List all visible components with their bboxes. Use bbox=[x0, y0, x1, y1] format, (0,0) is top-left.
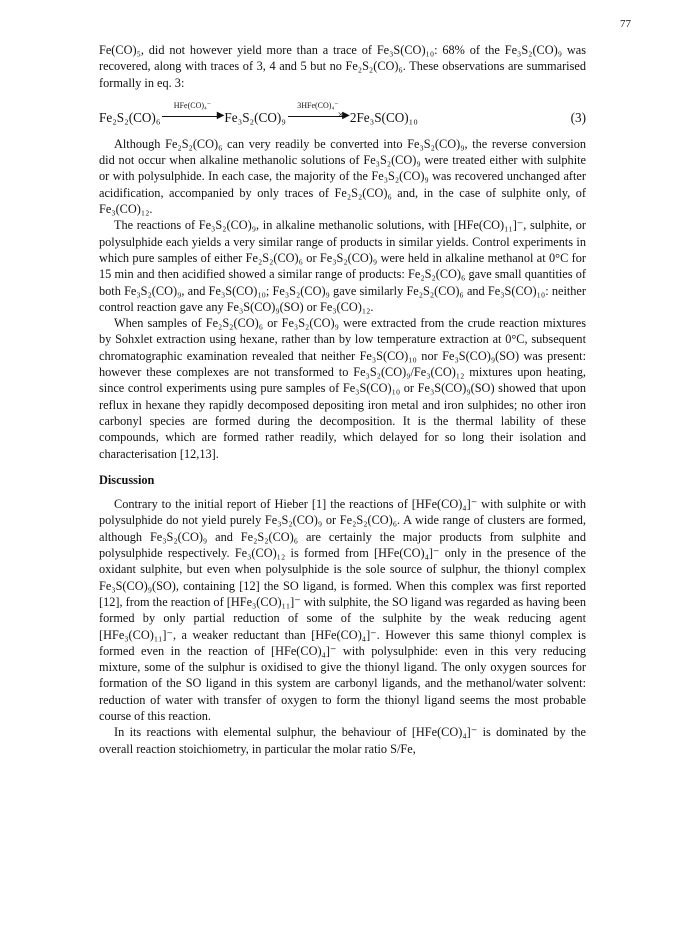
paragraph-1: Fe(CO)₅, did not however yield more than a trace of Fe₃S(CO)₁₀: 68% of the Fe₃S₂(CO)₉ was recovered, along with traces of 3, 4 and 5 but no Fe₂S₂(CO)₆. These observations are summarised formally in eq. 3: bbox=[99, 43, 586, 90]
equation-number: (3) bbox=[570, 109, 586, 125]
equation-intermediate: Fe₃S₂(CO)₉ bbox=[224, 109, 286, 125]
paragraph-3: The reactions of Fe₃S₂(CO)₉, in alkaline methanolic solutions, with [HFe(CO)₁₁]⁻, sulphite, or polysulphide each yields a very similar range of products in similar yields. Control experiments in which pure samples of either Fe₂S₂(CO)₆ or Fe₃S₂(CO)₉ were held in alkaline methanol at 0°C for 15 min and then acidified showed a similar range of products: Fe₂S₂(CO)₆ gave small quantities of both Fe₃S₂(CO)₉, and Fe₃S(CO)₁₀; Fe₃S₂(CO)₉ gave similarly Fe₂S₂(CO)₆ and Fe₃S(CO)₁₀: neither control reaction gave any Fe₃S(CO)₉(SO) or Fe₃(CO)₁₂. bbox=[99, 218, 586, 314]
arrowhead-icon: ▶ bbox=[216, 109, 225, 121]
cross-mark-icon: × bbox=[337, 108, 344, 121]
paragraph-2: Although Fe₂S₂(CO)₆ can very readily be converted into Fe₃S₂(CO)₉, the reverse conversion did not occur when alkaline methanolic solutions of Fe₃S₂(CO)₉ were treated either with sulphite or with polysulphide. In each case, the majority of the Fe₃S₂(CO)₉ was recovered unchanged after acidification, accompanied by only traces of Fe₂S₂(CO)₆ and, in the case of sulphite only, of Fe₃(CO)₁₂. bbox=[99, 136, 586, 217]
equation-product: 2Fe₃S(CO)₁₀ bbox=[349, 109, 418, 125]
reaction-arrow-1 bbox=[160, 100, 225, 124]
equation-reactant: Fe₂S₂(CO)₆ bbox=[99, 109, 161, 125]
arrowhead-icon: ▶ bbox=[342, 109, 350, 121]
section-heading: Discussion bbox=[99, 472, 155, 487]
reaction-arrow-2 bbox=[286, 100, 350, 124]
paragraph-4: When samples of Fe₂S₂(CO)₆ or Fe₃S₂(CO)₉ were extracted from the crude reaction mixtures by Sohxlet extraction using hexane, rather than by low temperature extraction at 0°C, subsequent chromatographic examination revealed that neither Fe₃S(CO)₁₀ nor Fe₃S(CO)₉(SO) was present: however these complexes are not transformed to Fe₃S₂(CO)₉/Fe₃(CO)₁₂ mixtures upon heating, since control experiments using pure samples of Fe₃S(CO)₁₀ or Fe₃S(CO)₉(SO) showed that upon reflux in hexane they rapidly decomposed depositing iron metal and iron sulphides; no other iron carbonyl species are formed during the decomposition. It is the thermal lability of these compounds, which are formed rather readily, which delayed for so long their isolation and characterisation [12,13]. bbox=[99, 316, 586, 461]
equation-body bbox=[99, 100, 418, 126]
arrow-reagent-2: 3HFe(CO)₄⁻ bbox=[297, 100, 339, 110]
page-body bbox=[99, 42, 586, 757]
arrow-reagent-1: HFe(CO)₄⁻ bbox=[173, 100, 212, 110]
paragraph-6: In its reactions with elemental sulphur, the behaviour of [HFe(CO)₄]⁻ is dominated by the overall reaction stoichiometry, in particular the molar ratio S/Fe, bbox=[99, 725, 586, 756]
paragraph-5: Contrary to the initial report of Hieber [1] the reactions of [HFe(CO)₄]⁻ with sulphite or with polysulphide do not yield purely Fe₃S₂(CO)₉ or Fe₂S₂(CO)₆. A wide range of clusters are formed, although Fe₃S₂(CO)₉ and Fe₂S₂(CO)₆ are certainly the major products from sulphite and polysulphide respectively. Fe₃(CO)₁₂ is formed from [HFe(CO)₄]⁻ only in the presence of the oxidant sulphite, but even when polysulphide is the sole source of sulphur, the thionyl complex Fe₃S(CO)₉(SO), containing [12] the SO ligand, is formed. When this complex was first reported [12], from the reaction of [HFe₃(CO)₁₁]⁻ with sulphite, the SO ligand was regarded as having been formed by only partial reduction of some of the sulphite by the weak reducing agent [HFe₃(CO)₁₁]⁻, a weaker reductant than [HFe(CO)₄]⁻. However this same thionyl complex is formed even in the reaction of [HFe(CO)₄]⁻ with polysulphide: even in this very reducing mixture, some of the sulphur is oxidised to give the thionyl ligand. The only oxygen sources for formation of the SO ligand in this system are carbonyl ligands, and the methanol/water solvent: reduction of water with transfer of oxygen to form the thionyl ligand seems the most probable course of this reaction. bbox=[99, 497, 586, 723]
page-number: 77 bbox=[620, 18, 631, 30]
equation-3 bbox=[99, 94, 586, 134]
